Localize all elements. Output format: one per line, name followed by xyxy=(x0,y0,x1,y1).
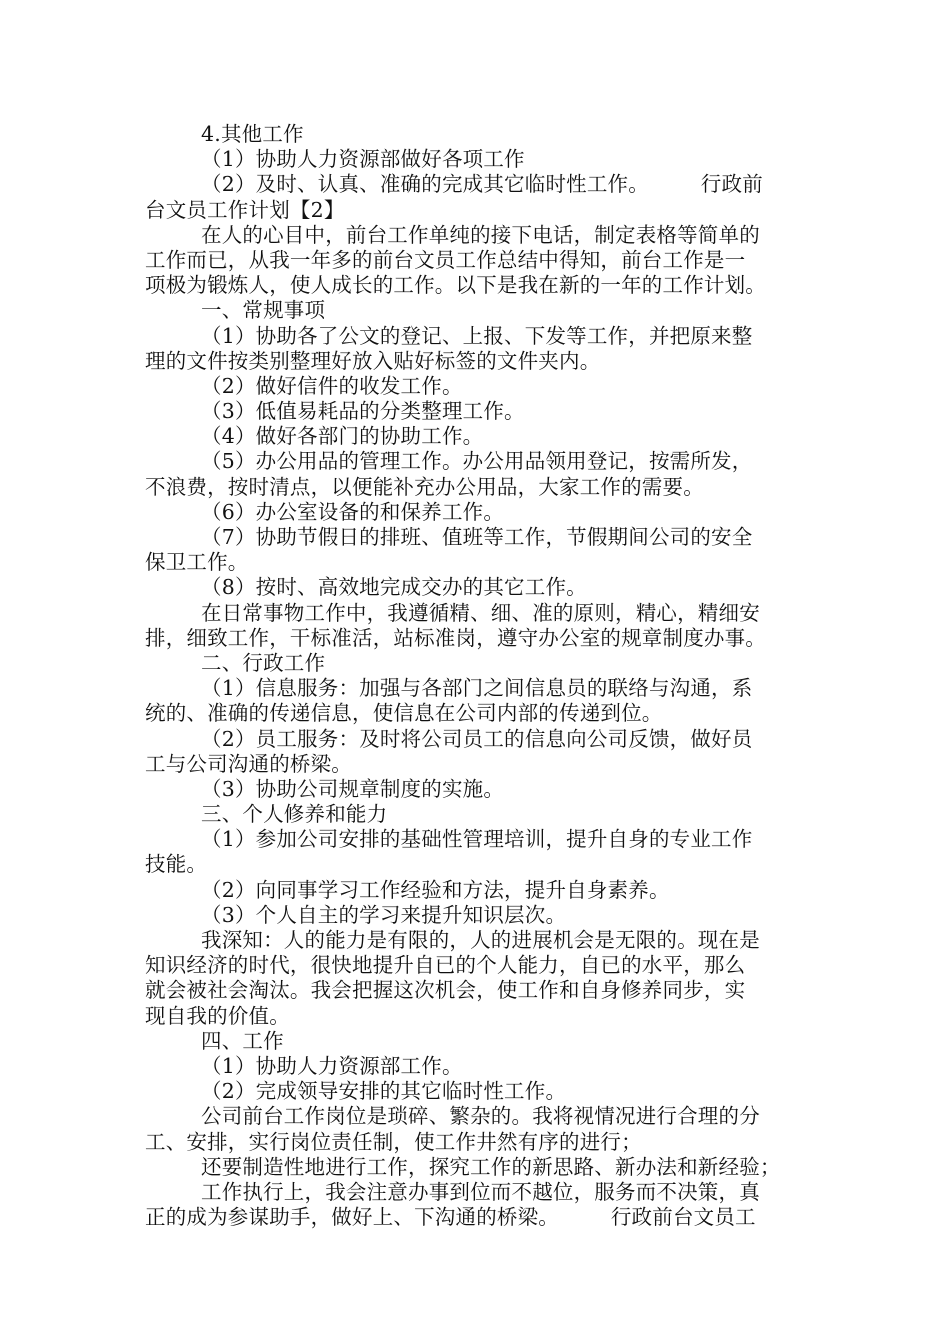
text-line: （1）参加公司安排的基础性管理培训，提升自身的专业工作 xyxy=(201,827,753,852)
text-line: 三、个人修养和能力 xyxy=(201,802,388,827)
text-line: （1）协助人力资源部做好各项工作 xyxy=(201,147,525,172)
text-line: 不浪费，按时清点，以便能补充办公用品，大家工作的需要。 xyxy=(145,474,704,499)
text-line: 就会被社会淘汰。我会把握这次机会，使工作和自身修养同步，实 xyxy=(145,978,746,1003)
text-line: （2）员工服务：及时将公司员工的信息向公司反馈，做好员 xyxy=(201,726,753,751)
text-line: 我深知：人的能力是有限的，人的进展机会是无限的。现在是 xyxy=(201,928,760,952)
text-line: （2）向同事学习工作经验和方法，提升自身素养。 xyxy=(201,877,670,902)
text-line: 工作执行上，我会注意办事到位而不越位，服务而不决策，真 xyxy=(201,1179,760,1204)
text-line: （4）做好各部门的协助工作。 xyxy=(201,424,484,449)
text-line: （3）低值易耗品的分类整理工作。 xyxy=(201,399,525,424)
text-line: 排，细致工作，干标准活，站标准岗，遵守办公室的规章制度办事。 xyxy=(145,625,766,650)
text-line: （2）完成领导安排的其它临时性工作。 xyxy=(201,1079,567,1104)
text-line: 工与公司沟通的桥梁。 xyxy=(145,751,352,776)
text-line: 保卫工作。 xyxy=(145,550,249,575)
text-line: 四、工作 xyxy=(201,1028,284,1053)
text-line: （1）协助人力资源部工作。 xyxy=(201,1053,463,1078)
text-line: （1）信息服务：加强与各部门之间信息员的联络与沟通，系 xyxy=(201,676,753,701)
text-line: 还要制造性地进行工作，探究工作的新思路、新办法和新经验； xyxy=(201,1154,781,1179)
text-line: （3）个人自主的学习来提升知识层次。 xyxy=(201,902,567,927)
text-line: （1）协助各了公文的登记、上报、下发等工作，并把原来整 xyxy=(201,323,753,348)
text-line: 正的成为参谋助手，做好上、下沟通的桥梁。 行政前台文员工 xyxy=(145,1205,756,1230)
text-line: （2）做好信件的收发工作。 xyxy=(201,373,463,398)
text-line: （2）及时、认真、准确的完成其它临时性工作。 行政前 xyxy=(201,172,763,197)
text-line: 台文员工作计划【2】 xyxy=(145,197,345,222)
text-line: （5）办公用品的管理工作。办公用品领用登记，按需所发， xyxy=(201,449,753,474)
text-line: 项极为锻炼人，使人成长的工作。以下是我在新的一年的工作计划。 xyxy=(145,273,766,298)
text-line: 统的、准确的传递信息，使信息在公司内部的传递到位。 xyxy=(145,701,663,726)
text-line: 理的文件按类别整理好放入贴好标签的文件夹内。 xyxy=(145,348,601,373)
text-line: 4.其他工作 xyxy=(201,122,304,146)
text-line: （3）协助公司规章制度的实施。 xyxy=(201,776,505,801)
text-line: 知识经济的时代，很快地提升自已的个人能力，自已的水平，那么 xyxy=(145,953,746,978)
text-line: 在日常事物工作中，我遵循精、细、准的原则，精心，精细安 xyxy=(201,600,760,625)
text-line: （8）按时、高效地完成交办的其它工作。 xyxy=(201,575,587,600)
text-line: 公司前台工作岗位是琐碎、繁杂的。我将视情况进行合理的分 xyxy=(201,1104,760,1129)
text-line: 二、行政工作 xyxy=(201,650,326,675)
text-line: 在人的心目中，前台工作单纯的接下电话，制定表格等简单的 xyxy=(201,222,760,247)
text-line: （6）办公室设备的和保养工作。 xyxy=(201,499,505,524)
document-body-text xyxy=(145,122,810,1230)
text-line: 一、常规事项 xyxy=(201,298,326,323)
text-line: 现自我的价值。 xyxy=(145,1003,290,1028)
text-line: 技能。 xyxy=(145,852,208,877)
text-line: 工作而已，从我一年多的前台文员工作总结中得知，前台工作是一 xyxy=(145,247,746,272)
text-line: （7）协助节假日的排班、值班等工作，节假期间公司的安全 xyxy=(201,525,753,549)
text-line: 工、安排，实行岗位责任制，使工作井然有序的进行； xyxy=(145,1129,642,1154)
